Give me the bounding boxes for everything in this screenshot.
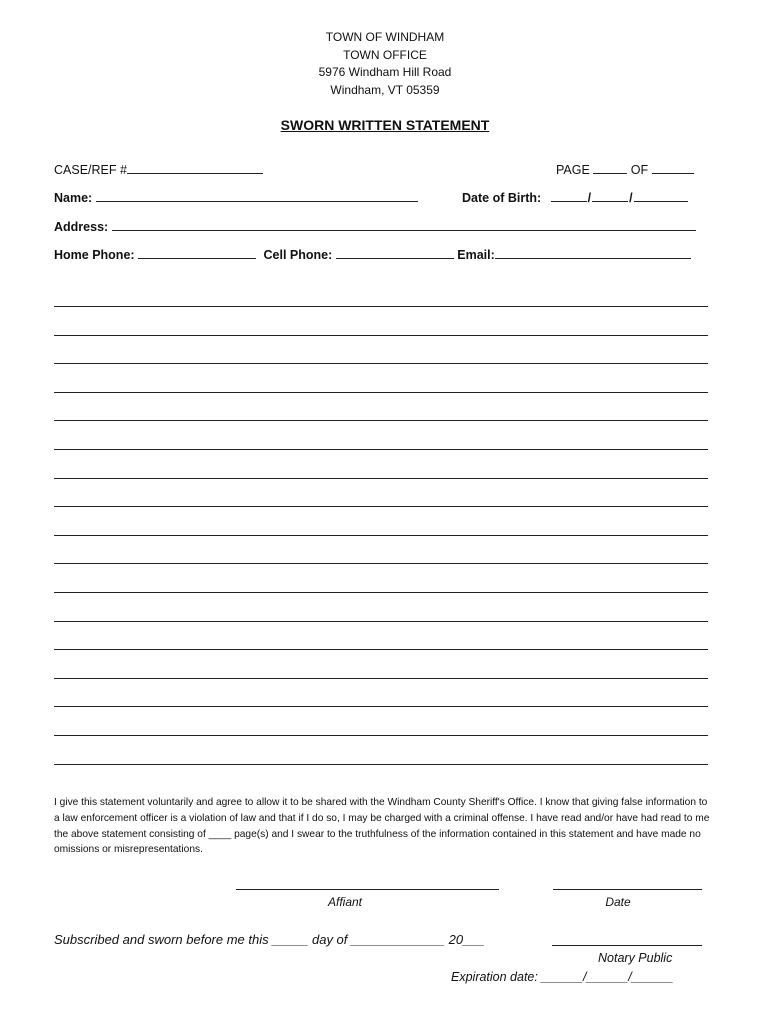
- header-town: TOWN OF WINDHAM: [325, 30, 445, 44]
- case-ref-input[interactable]: [127, 161, 263, 174]
- of-label: OF: [630, 163, 649, 177]
- header-street: 5976 Windham Hill Road: [318, 65, 452, 79]
- statement-line[interactable]: [54, 335, 708, 336]
- statement-line[interactable]: [54, 706, 708, 707]
- home-phone-label: Home Phone:: [54, 248, 135, 262]
- statement-line[interactable]: [54, 449, 708, 450]
- address-field: [54, 218, 696, 234]
- dob-day-input[interactable]: [592, 189, 628, 202]
- dob-label: Date of Birth:: [462, 191, 542, 205]
- subscribed-text: Subscribed and sworn before me this _____ day of _____________ 20___: [54, 932, 485, 947]
- address-input[interactable]: [112, 218, 696, 231]
- cell-phone-input[interactable]: [336, 246, 454, 259]
- statement-line[interactable]: [54, 592, 708, 593]
- declaration-text: I give this statement voluntarily and agree to allow it to be shared with the Windham County Sheriff's Office. I know that giving false information to a law enforcement officer is a violation of law and that if I do so, I may be charged with a criminal offense. I have read and/or have had read to me the above statement consisting of ____ page(s) and I swear to the truthfulness of the information contained in this statement and have made no omissions or misrepresentations.: [54, 797, 710, 856]
- statement-line[interactable]: [54, 764, 708, 765]
- statement-line[interactable]: [54, 649, 708, 650]
- dob-field: Date of Birth: / /: [462, 189, 688, 205]
- statement-line[interactable]: [54, 506, 708, 507]
- form-title: SWORN WRITTEN STATEMENT: [280, 117, 490, 133]
- date-signature-line[interactable]: [553, 889, 702, 890]
- header-office: TOWN OFFICE: [343, 47, 427, 62]
- page-total-input[interactable]: [652, 161, 694, 174]
- name-field: [54, 189, 418, 205]
- dob-year-input[interactable]: [634, 189, 688, 202]
- email-input[interactable]: [495, 246, 691, 259]
- office-header: [0, 29, 770, 99]
- email-label: Email:: [457, 248, 495, 262]
- statement-line[interactable]: [54, 392, 708, 393]
- page-label: PAGE: [556, 163, 590, 177]
- statement-line[interactable]: [54, 420, 708, 421]
- affiant-label: Affiant: [327, 895, 363, 909]
- affiant-signature-line[interactable]: [236, 889, 499, 890]
- dob-month-input[interactable]: [551, 189, 587, 202]
- statement-line[interactable]: [54, 478, 708, 479]
- notary-label: Notary Public: [598, 951, 673, 965]
- case-ref-field: [54, 161, 263, 177]
- header-city: Windham, VT 05359: [330, 82, 440, 97]
- name-label: Name:: [54, 191, 93, 205]
- cell-phone-label: Cell Phone:: [263, 248, 333, 262]
- contact-field: [54, 246, 691, 262]
- statement-line[interactable]: [54, 363, 708, 364]
- case-ref-label: CASE/REF #: [54, 163, 127, 177]
- notary-signature-line[interactable]: [552, 945, 702, 946]
- statement-line[interactable]: [54, 535, 708, 536]
- page-number-input[interactable]: [593, 161, 627, 174]
- page-field: [556, 161, 694, 177]
- address-label: Address:: [54, 220, 109, 234]
- name-input[interactable]: [96, 189, 418, 202]
- statement-line[interactable]: [54, 735, 708, 736]
- statement-lines[interactable]: [54, 306, 708, 792]
- statement-line[interactable]: [54, 678, 708, 679]
- expiration-date: Expiration date: ______/______/______: [451, 970, 674, 984]
- statement-line[interactable]: [54, 563, 708, 564]
- date-label: Date: [605, 895, 631, 909]
- statement-line[interactable]: [54, 621, 708, 622]
- statement-line[interactable]: [54, 306, 708, 307]
- home-phone-input[interactable]: [138, 246, 256, 259]
